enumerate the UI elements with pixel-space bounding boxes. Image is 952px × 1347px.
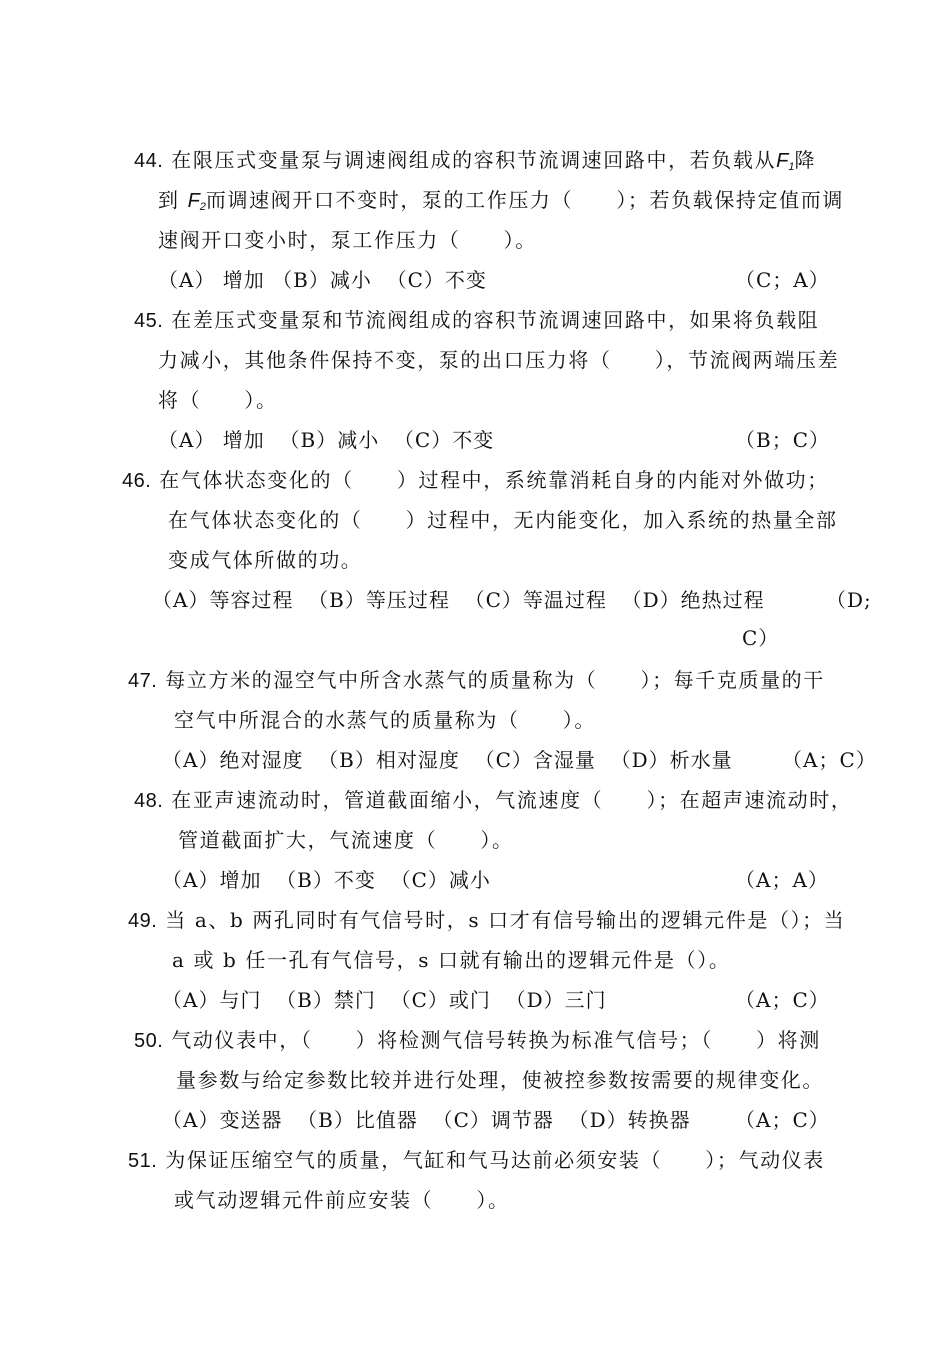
answer-continued: C） [742,626,780,650]
question-text: 管道截面扩大，气流速度（ ）。 [178,828,514,852]
answer: （D; [826,588,872,612]
answer: （A；C） [735,1108,830,1132]
question-text: 50. 气动仪表中，（ ）将检测气信号转换为标准气信号；（ ）将测 [134,1028,821,1052]
question-text: 48. 在亚声速流动时，管道截面缩小，气流速度（ ）；在超声速流动时， [134,788,853,812]
answer: （A；C） [782,748,877,772]
options-line: （A）等容过程 （B）等压过程 （C）等温过程 （D）绝热过程 [152,588,765,612]
question-number: 45. [134,310,164,332]
answer: （B；C） [735,428,830,452]
options-line: （A）与门 （B）禁门 （C）或门 （D）三门 [162,988,607,1012]
formula-f2: $F_2$ [187,190,206,213]
question-number: 44. [134,150,164,172]
options-line: （A）增加 （B）不变 （C）减小 [162,868,491,892]
question-text: 将（ ）。 [158,388,278,412]
answer: （C；A） [735,268,830,292]
question-text: 51. 为保证压缩空气的质量，气缸和气马达前必须安装（ ）；气动仪表 [128,1148,825,1172]
question-text: 45. 在差压式变量泵和节流阀组成的容积节流调速回路中，如果将负载阻 [134,308,820,332]
question-text: 在气体状态变化的（ ）过程中，无内能变化，加入系统的热量全部 [168,508,838,532]
question-number: 46. [122,470,152,492]
options-line: （A）绝对湿度 （B）相对湿度 （C）含湿量 （D）析水量 [162,748,733,772]
question-number: 47. [128,670,158,692]
question-text: 或气动逻辑元件前应安装（ ）。 [174,1188,510,1212]
question-text: 空气中所混合的水蒸气的质量称为（ ）。 [174,708,596,732]
question-text: 力减小，其他条件保持不变，泵的出口压力将（ ），节流阀两端压差 [158,348,840,372]
formula-f1: $F_1$ [776,150,795,173]
question-text: 到 $F_2$而调速阀开口不变时，泵的工作压力（ ）；若负载保持定值而调 [158,188,844,213]
options-line: （A） 增加 （B）减小 （C）不变 [158,428,495,452]
question-text: 变成气体所做的功。 [168,548,363,572]
answer: （A；A） [735,868,829,892]
question-number: 48. [134,790,164,812]
question-text: 49. 当 a、b 两孔同时有气信号时，s 口才有信号输出的逻辑元件是（）；当 [128,908,846,932]
question-number: 50. [134,1030,164,1052]
question-text: 44. 在限压式变量泵与调速阀组成的容积节流调速回路中，若负载从$F_1$降 [134,148,817,173]
question-text: 量参数与给定参数比较并进行处理，使被控参数按需要的规律变化。 [176,1068,824,1092]
question-text: a 或 b 任一孔有气信号，s 口就有输出的逻辑元件是（）。 [172,948,731,972]
options-line: （A） 增加 （B）减小 （C）不变 [158,268,487,292]
options-line: （A）变送器 （B）比值器 （C）调节器 （D）转换器 [162,1108,691,1132]
question-text: 47. 每立方米的湿空气中所含水蒸气的质量称为（ ）；每千克质量的干 [128,668,825,692]
answer: （A；C） [735,988,830,1012]
question-number: 49. [128,910,158,932]
question-text: 46. 在气体状态变化的（ ）过程中，系统靠消耗自身的内能对外做功； [122,468,829,492]
question-number: 51. [128,1150,158,1172]
question-text: 速阀开口变小时，泵工作压力（ ）。 [158,228,537,252]
